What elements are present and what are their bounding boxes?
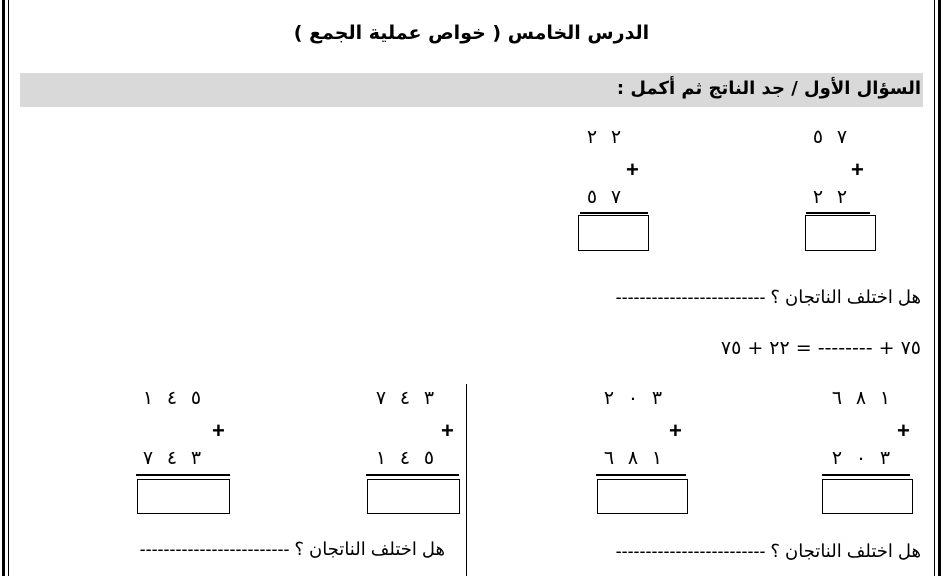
digit: ٧ bbox=[375, 387, 387, 409]
digit: ٥ bbox=[586, 186, 598, 208]
answer-box[interactable] bbox=[367, 479, 460, 514]
digit: ٣ bbox=[651, 387, 663, 409]
problem-2-top-number bbox=[580, 126, 628, 148]
page-border-right bbox=[938, 0, 941, 576]
digit: ٢ bbox=[812, 186, 824, 208]
problem-4-top-number bbox=[597, 387, 669, 409]
digit: ٢ bbox=[603, 387, 615, 409]
digit: ١ bbox=[375, 447, 387, 469]
digit: ٨ bbox=[855, 387, 867, 409]
column-divider bbox=[466, 384, 467, 576]
page-border-left bbox=[2, 0, 5, 576]
problem-1-top-number bbox=[806, 126, 854, 148]
digit: ٤ bbox=[399, 447, 411, 469]
digit: ٢ bbox=[836, 186, 848, 208]
digit: ٦ bbox=[831, 387, 843, 409]
digit: ٧ bbox=[610, 186, 622, 208]
digit: ١ bbox=[651, 447, 663, 469]
problem-2-bottom-number bbox=[580, 186, 628, 208]
digit: ٣ bbox=[879, 447, 891, 469]
digit: ٢ bbox=[586, 126, 598, 148]
question-did-results-differ-right: هل اختلف الناتجان ؟ ------------------------- bbox=[615, 541, 921, 561]
sum-line bbox=[580, 212, 648, 214]
answer-box[interactable] bbox=[597, 479, 688, 514]
digit: ٥ bbox=[812, 126, 824, 148]
sum-line bbox=[596, 474, 686, 476]
digit: ٣ bbox=[190, 447, 202, 469]
digit: ٣ bbox=[423, 387, 435, 409]
question-did-results-differ-left: هل اختلف الناتجان ؟ ------------------------- bbox=[139, 539, 445, 559]
problem-3-top-number bbox=[825, 387, 897, 409]
sum-line bbox=[822, 474, 910, 476]
question-one-label: السؤال الأول / جد الناتج ثم أكمل : bbox=[616, 78, 921, 99]
problem-6-top-number bbox=[136, 387, 208, 409]
question-did-results-differ: هل اختلف الناتجان ؟ ------------------------- bbox=[615, 287, 921, 307]
problem-5-top-number bbox=[369, 387, 441, 409]
answer-box[interactable] bbox=[805, 215, 876, 251]
plus-sign: + bbox=[212, 418, 225, 443]
digit: ٨ bbox=[627, 447, 639, 469]
digit: ٠ bbox=[855, 447, 867, 469]
sum-line bbox=[806, 212, 870, 214]
plus-sign: + bbox=[626, 157, 639, 182]
answer-box[interactable] bbox=[578, 215, 649, 251]
commutative-equation: ٧٥ + -------- = ٢٢ + ٧٥ bbox=[720, 337, 921, 359]
digit: ٤ bbox=[166, 447, 178, 469]
plus-sign: + bbox=[897, 418, 910, 443]
lesson-title: الدرس الخامس ( خواص عملية الجمع ) bbox=[293, 22, 650, 44]
page-border-right-inner bbox=[934, 0, 935, 576]
digit: ١ bbox=[142, 387, 154, 409]
digit: ٢ bbox=[610, 126, 622, 148]
answer-box[interactable] bbox=[822, 479, 913, 514]
digit: ٤ bbox=[166, 387, 178, 409]
digit: ٦ bbox=[603, 447, 615, 469]
sum-line bbox=[366, 474, 459, 476]
digit: ١ bbox=[879, 387, 891, 409]
plus-sign: + bbox=[851, 157, 864, 182]
answer-box[interactable] bbox=[137, 479, 230, 514]
plus-sign: + bbox=[669, 418, 682, 443]
page-border-left-inner bbox=[8, 0, 9, 576]
digit: ٧ bbox=[836, 126, 848, 148]
digit: ٧ bbox=[142, 447, 154, 469]
plus-sign: + bbox=[441, 418, 454, 443]
digit: ٢ bbox=[831, 447, 843, 469]
digit: ٠ bbox=[627, 387, 639, 409]
problem-1-bottom-number bbox=[806, 186, 854, 208]
problem-6-bottom-number bbox=[136, 447, 208, 469]
digit: ٥ bbox=[423, 447, 435, 469]
problem-3-bottom-number bbox=[825, 447, 897, 469]
digit: ٤ bbox=[399, 387, 411, 409]
problem-4-bottom-number bbox=[597, 447, 669, 469]
sum-line bbox=[136, 474, 230, 476]
problem-5-bottom-number bbox=[369, 447, 441, 469]
digit: ٥ bbox=[190, 387, 202, 409]
